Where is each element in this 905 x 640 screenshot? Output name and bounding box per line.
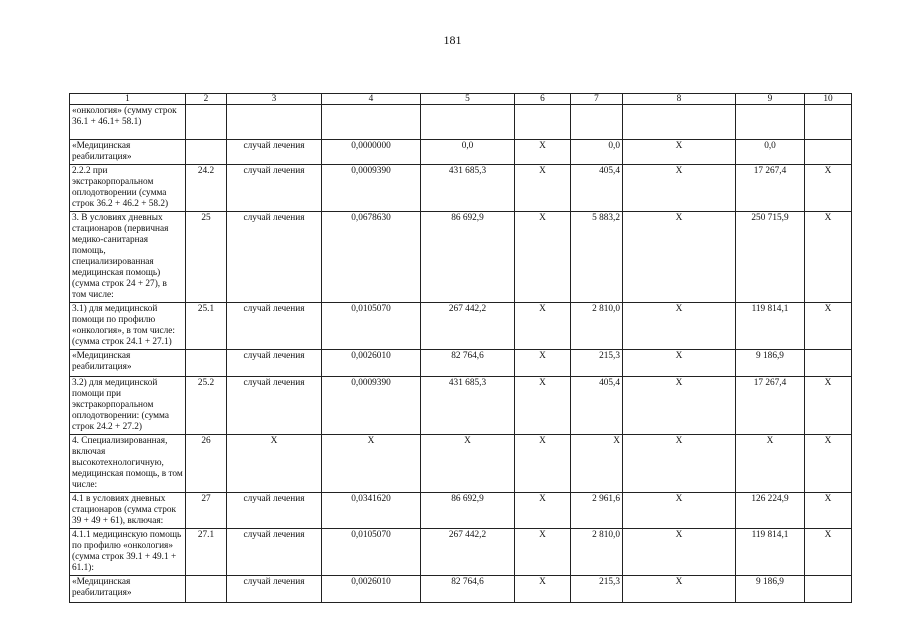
table-cell: 27 — [186, 493, 227, 529]
table-cell: X — [805, 303, 852, 350]
table-cell: случай лечения — [227, 212, 322, 303]
table-cell: X — [421, 435, 515, 493]
table-cell — [515, 105, 571, 140]
table-cell: 267 442,2 — [421, 303, 515, 350]
table-cell: 0,0026010 — [322, 350, 421, 377]
table-cell: 26 — [186, 435, 227, 493]
header-cell: 5 — [421, 94, 515, 105]
table-cell: X — [805, 435, 852, 493]
table-cell: 0,0 — [421, 140, 515, 165]
table-cell: 0,0 — [571, 140, 623, 165]
table-cell: X — [623, 212, 736, 303]
table-cell — [805, 350, 852, 377]
table-cell: 25.1 — [186, 303, 227, 350]
table-cell: X — [623, 140, 736, 165]
table-row — [70, 140, 852, 165]
table-cell: 2 961,6 — [571, 493, 623, 529]
table-cell: 0,0105070 — [322, 529, 421, 576]
data-table — [69, 93, 852, 603]
header-cell: 1 — [70, 94, 186, 105]
table-cell: 250 715,9 — [736, 212, 805, 303]
table-cell: X — [623, 350, 736, 377]
table-cell — [421, 105, 515, 140]
table-cell: 215,3 — [571, 576, 623, 603]
table-cell: X — [623, 435, 736, 493]
table-cell: X — [623, 165, 736, 212]
table-cell: X — [623, 493, 736, 529]
table-cell: 0,0105070 — [322, 303, 421, 350]
page-number: 181 — [443, 33, 462, 47]
table-row — [70, 377, 852, 435]
table-row — [70, 350, 852, 377]
table-cell — [805, 140, 852, 165]
table-cell: 431 685,3 — [421, 165, 515, 212]
header-cell: 7 — [571, 94, 623, 105]
table-cell: X — [322, 435, 421, 493]
row-label-cell: «Медицинская реабилитация» — [70, 576, 186, 603]
table-cell: X — [515, 493, 571, 529]
table-cell: случай лечения — [227, 165, 322, 212]
table-cell: X — [805, 529, 852, 576]
table-cell — [805, 576, 852, 603]
table-cell: 86 692,9 — [421, 212, 515, 303]
table-cell: 9 186,9 — [736, 576, 805, 603]
table-cell: 0,0678630 — [322, 212, 421, 303]
header-cell: 3 — [227, 94, 322, 105]
table-row — [70, 165, 852, 212]
table-cell: 215,3 — [571, 350, 623, 377]
table-cell — [227, 105, 322, 140]
table-cell — [186, 105, 227, 140]
table-cell — [186, 350, 227, 377]
header-cell: 4 — [322, 94, 421, 105]
table-cell: X — [623, 377, 736, 435]
table-cell: 17 267,4 — [736, 377, 805, 435]
table-cell: 0,0 — [736, 140, 805, 165]
header-cell: 8 — [623, 94, 736, 105]
header-cell: 6 — [515, 94, 571, 105]
table-cell: X — [571, 435, 623, 493]
table-cell: 126 224,9 — [736, 493, 805, 529]
row-label-cell: «онкология» (сумму строк 36.1 + 46.1+ 58.1) — [70, 105, 186, 140]
table-row — [70, 576, 852, 603]
table-cell: X — [515, 212, 571, 303]
table-cell: случай лечения — [227, 576, 322, 603]
table-cell: 2 810,0 — [571, 303, 623, 350]
table-row — [70, 529, 852, 576]
table-cell — [623, 105, 736, 140]
table-cell — [186, 140, 227, 165]
table-cell: 405,4 — [571, 377, 623, 435]
table-cell: 119 814,1 — [736, 303, 805, 350]
table-cell: X — [515, 377, 571, 435]
table-cell: X — [515, 576, 571, 603]
table-cell: 25.2 — [186, 377, 227, 435]
table-cell — [805, 105, 852, 140]
table-cell: X — [805, 493, 852, 529]
table-header-row — [70, 94, 852, 105]
table-cell: 0,0009390 — [322, 377, 421, 435]
row-label-cell: 2.2.2 при экстракорпоральном оплодотворении (сумма строк 36.2 + 46.2 + 58.2) — [70, 165, 186, 212]
table-cell: X — [805, 212, 852, 303]
table-cell: 17 267,4 — [736, 165, 805, 212]
table-cell: X — [623, 303, 736, 350]
table-cell: 431 685,3 — [421, 377, 515, 435]
row-label-cell: 3. В условиях дневных стационаров (первичная медико-санитарная помощь, специализированная медицинская помощь) (сумма строк 24 + 27), в том числе: — [70, 212, 186, 303]
table-cell — [186, 576, 227, 603]
table-cell: 5 883,2 — [571, 212, 623, 303]
table-cell: 86 692,9 — [421, 493, 515, 529]
table-cell: случай лечения — [227, 493, 322, 529]
table-cell: 0,0026010 — [322, 576, 421, 603]
table-cell: X — [623, 529, 736, 576]
table-cell: X — [515, 165, 571, 212]
table-cell: X — [515, 350, 571, 377]
header-cell: 2 — [186, 94, 227, 105]
table-cell: 119 814,1 — [736, 529, 805, 576]
table-cell — [322, 105, 421, 140]
table-cell: 0,0000000 — [322, 140, 421, 165]
table-cell: 9 186,9 — [736, 350, 805, 377]
table-cell: X — [623, 576, 736, 603]
row-label-cell: 4.1 в условиях дневных стационаров (сумма строк 39 + 49 + 61), включая: — [70, 493, 186, 529]
row-label-cell: 3.1) для медицинской помощи по профилю «онкология», в том числе: (сумма строк 24.1 + 27.1) — [70, 303, 186, 350]
table-cell: X — [805, 165, 852, 212]
table-cell: X — [515, 303, 571, 350]
table-cell: 405,4 — [571, 165, 623, 212]
table-row — [70, 435, 852, 493]
table-cell: 267 442,2 — [421, 529, 515, 576]
row-label-cell: 3.2) для медицинской помощи при экстракорпоральном оплодотворении: (сумма строк 24.2 + 27.2) — [70, 377, 186, 435]
table-cell: 2 810,0 — [571, 529, 623, 576]
table-cell: случай лечения — [227, 350, 322, 377]
table-row — [70, 212, 852, 303]
table-cell: 25 — [186, 212, 227, 303]
table-cell: 82 764,6 — [421, 576, 515, 603]
table-row — [70, 105, 852, 140]
table-cell: случай лечения — [227, 529, 322, 576]
row-label-cell: 4.1.1 медицинскую помощь по профилю «онкология» (сумма строк 39.1 + 49.1 + 61.1): — [70, 529, 186, 576]
row-label-cell: «Медицинская реабилитация» — [70, 350, 186, 377]
table-cell: 0,0341620 — [322, 493, 421, 529]
table-cell: 27.1 — [186, 529, 227, 576]
table-cell: случай лечения — [227, 140, 322, 165]
header-cell: 10 — [805, 94, 852, 105]
header-cell: 9 — [736, 94, 805, 105]
table-row — [70, 303, 852, 350]
table-row — [70, 493, 852, 529]
table-cell: случай лечения — [227, 377, 322, 435]
table-cell: X — [515, 435, 571, 493]
row-label-cell: 4. Специализированная, включая высокотехнологичную, медицинская помощь, в том числе: — [70, 435, 186, 493]
table-cell: X — [736, 435, 805, 493]
table-cell: 82 764,6 — [421, 350, 515, 377]
table-cell: случай лечения — [227, 303, 322, 350]
table-cell: X — [515, 140, 571, 165]
table-cell — [736, 105, 805, 140]
table-cell: 24.2 — [186, 165, 227, 212]
table-cell: X — [805, 377, 852, 435]
table-cell: 0,0009390 — [322, 165, 421, 212]
row-label-cell: «Медицинская реабилитация» — [70, 140, 186, 165]
table-cell — [571, 105, 623, 140]
table-cell: X — [515, 529, 571, 576]
table-cell: X — [227, 435, 322, 493]
